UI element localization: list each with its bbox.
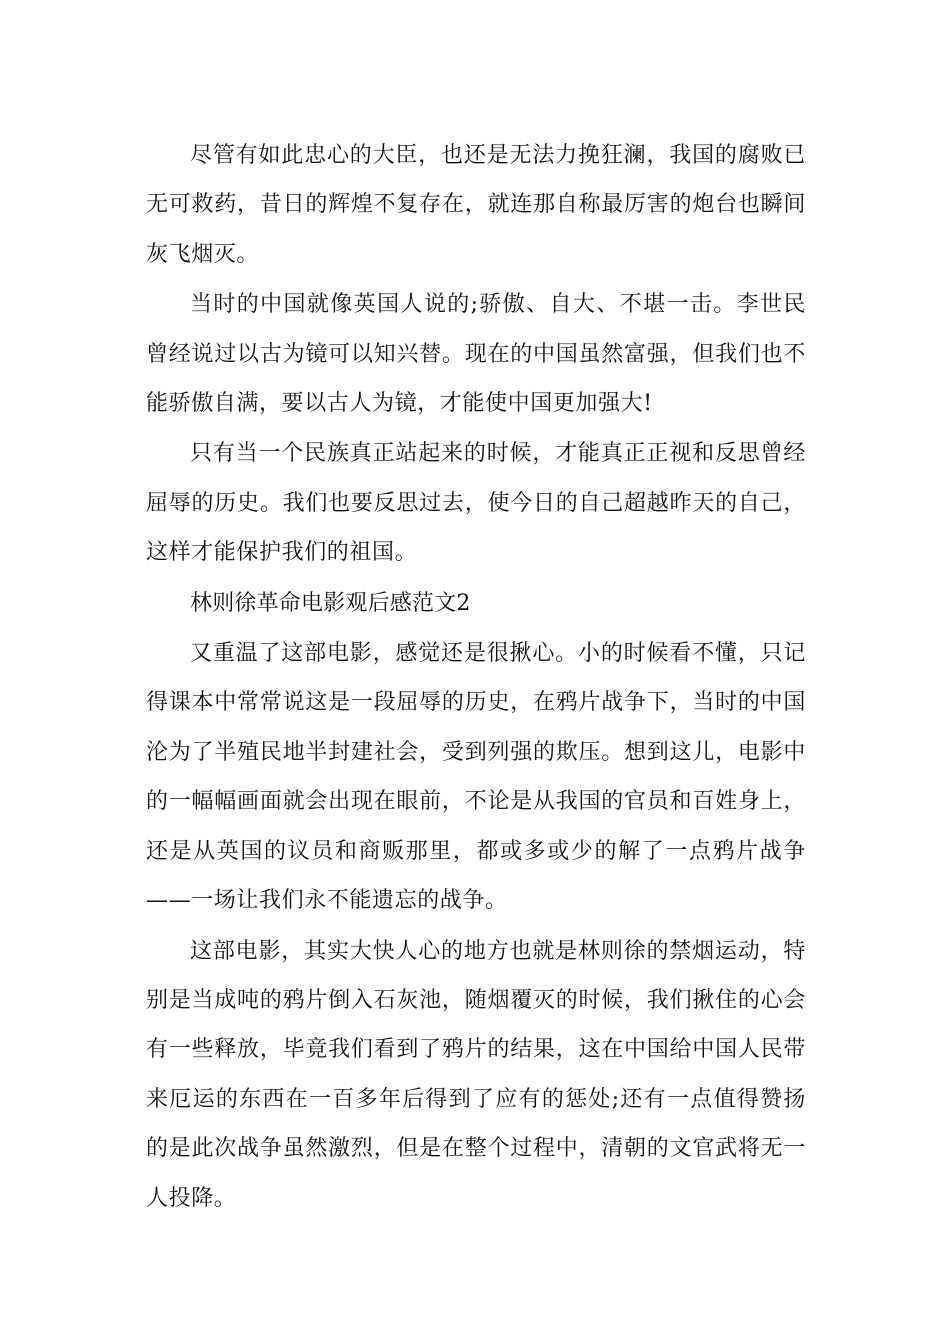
paragraph: 这部电影，其实大快人心的地方也就是林则徐的禁烟运动，特别是当成吨的鸦片倒入石灰池，随烟覆灭的时候，我们揪住的心会有一些释放，毕竟我们看到了鸦片的结果，这在中国给中国人民带来厄运的东西在一百多年后得到了应有的惩处;还有一点值得赞扬的是此次战争虽然激烈，但是在整个过程中，清朝的文官武将无一人投降。 <box>146 938 806 1211</box>
paragraph: 又重温了这部电影，感觉还是很揪心。小的时候看不懂，只记得课本中常常说这是一段屈辱的历史，在鸦片战争下，当时的中国沦为了半殖民地半封建社会，受到列强的欺压。想到这儿，电影中的一幅幅画面就会出现在眼前，不论是从我国的官员和百姓身上，还是从英国的议员和商贩那里，都或多或少的解了一点鸦片战争——一场让我们永不能遗忘的战争。 <box>146 641 806 914</box>
paragraph: 只有当一个民族真正站起来的时候，才能真正正视和反思曾经屈辱的历史。我们也要反思过去，使今日的自己超越昨天的自己，这样才能保护我们的祖国。 <box>146 441 806 566</box>
section-heading: 林则徐革命电影观后感范文2 <box>190 590 471 616</box>
paragraph: 尽管有如此忠心的大臣，也还是无法力挽狂澜，我国的腐败已无可救药，昔日的辉煌不复存在，就连那自称最厉害的炮台也瞬间灰飞烟灭。 <box>146 143 806 267</box>
document-body <box>146 131 806 1224</box>
paragraph: 当时的中国就像英国人说的;骄傲、自大、不堪一击。李世民曾经说过以古为镜可以知兴替。现在的中国虽然富强，但我们也不能骄傲自满，要以古人为镜，才能使中国更加强大! <box>146 292 806 417</box>
